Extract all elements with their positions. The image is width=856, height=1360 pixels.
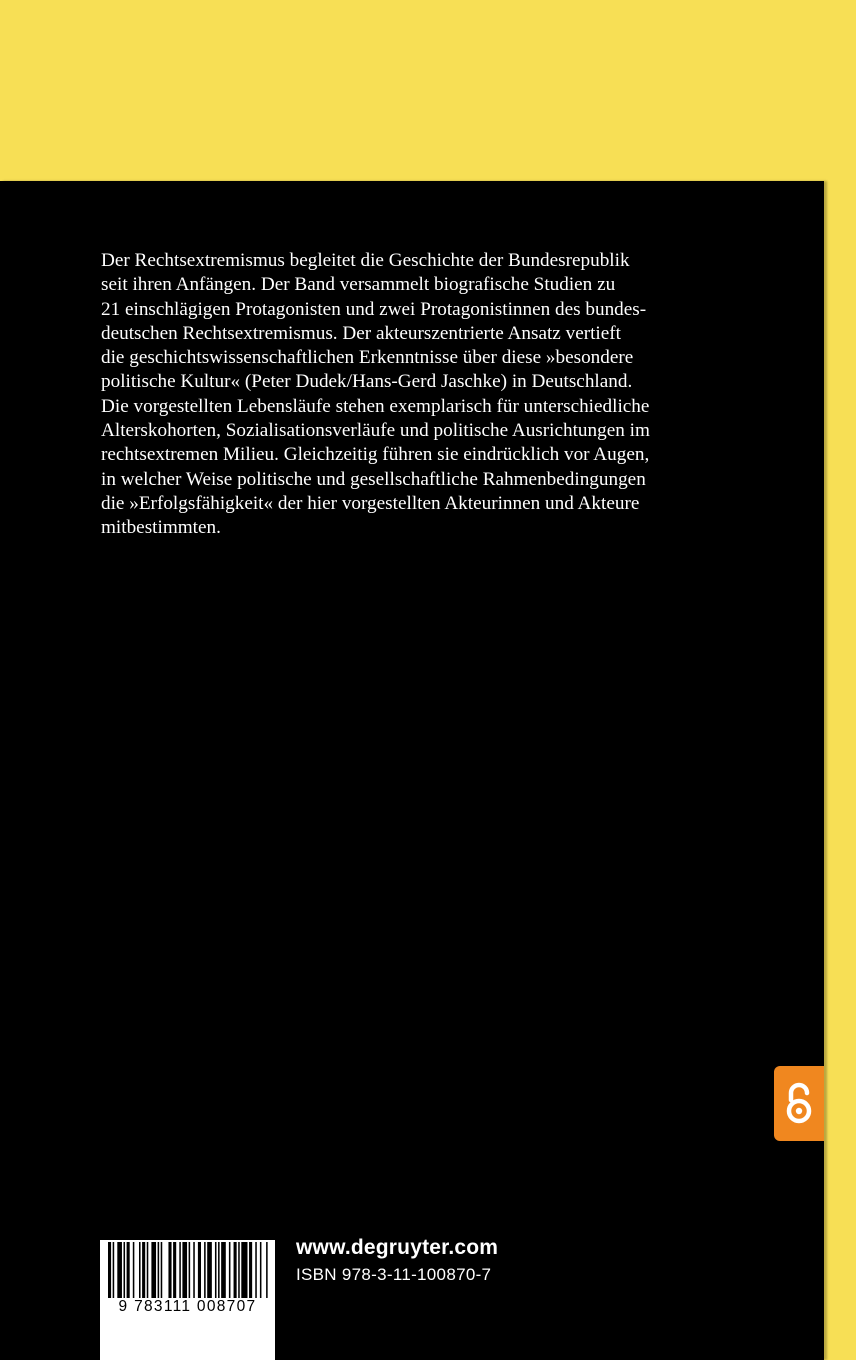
blurb-line: Der Rechtsextremismus begleitet die Geschichte der Bundesrepublik [101,250,630,271]
blurb-line: die »Erfolgsfähigkeit« der hier vorgestellten Akteurinnen und Akteure [101,492,640,514]
barcode-bar [173,1242,176,1298]
barcode-bar [266,1242,268,1298]
barcode-bar [207,1242,212,1298]
blurb-line: seit ihren Anfängen. Der Band versammelt biografische Studien zu [101,274,616,296]
book-blurb [101,249,721,541]
blurb-line: in welcher Weise politische und gesellschaftliche Rahmenbedingungen [101,468,646,490]
open-access-badge [774,1066,824,1141]
barcode-bar [238,1242,240,1298]
barcode-bar [260,1242,262,1298]
blurb-line: politische Kultur« (Peter Dudek/Hans-Gerd Jaschke) in Deutschland. [101,371,633,393]
isbn-barcode [100,1240,275,1360]
barcode-bar [139,1242,141,1298]
blurb-line: Die vorgestellten Lebensläufe stehen exemplarisch für unterschiedliche [101,395,650,417]
barcode-bar [127,1242,130,1298]
barcode-digits: 9 783111 008707 [118,1298,257,1315]
barcode-bar [147,1242,149,1298]
barcode-bar [124,1242,126,1298]
barcode-bar [198,1242,201,1298]
barcode-bar [117,1242,122,1298]
barcode-bar [241,1242,247,1298]
barcode-bar [204,1242,206,1298]
barcode-bar [133,1242,135,1298]
barcode-bar [215,1242,217,1298]
blurb-line: die geschichtswissenschaftlichen Erkenntnisse über diese »besondere [101,347,634,369]
barcode-bar [255,1242,257,1298]
barcode-bar [189,1242,191,1298]
barcode-bar [249,1242,252,1298]
barcode-bar [168,1242,171,1298]
blurb-line: mitbestimmten. [101,517,221,539]
barcode-bar [108,1242,111,1298]
barcode-bar [113,1242,115,1298]
barcode-bar [161,1242,163,1298]
publisher-website: www.degruyter.com [296,1236,499,1259]
blurb-line: 21 einschlägigen Protagonisten und zwei Protagonistinnen des bundes- [101,298,647,320]
barcode-bar [193,1242,195,1298]
barcode-bar [234,1242,237,1298]
barcode-bar [218,1242,220,1298]
barcode-bar [182,1242,187,1298]
isbn-number: ISBN 978-3-11-100870-7 [296,1265,492,1284]
barcode-bar [221,1242,226,1298]
blurb-line: deutschen Rechtsextremismus. Der akteurszentrierte Ansatz vertieft [101,322,622,344]
barcode-bar [151,1242,156,1298]
open-access-icon [782,1081,816,1127]
blurb-line: Alterskohorten, Sozialisationsverläufe und politische Ausrichtungen im [101,420,650,442]
barcode-bar [229,1242,231,1298]
barcode-bars [100,1240,275,1300]
barcode-bar [158,1242,160,1298]
blurb-line: rechtsextremen Milieu. Gleichzeitig führen sie eindrücklich vor Augen, [101,444,650,466]
barcode-bar [179,1242,181,1298]
barcode-bar [142,1242,145,1298]
